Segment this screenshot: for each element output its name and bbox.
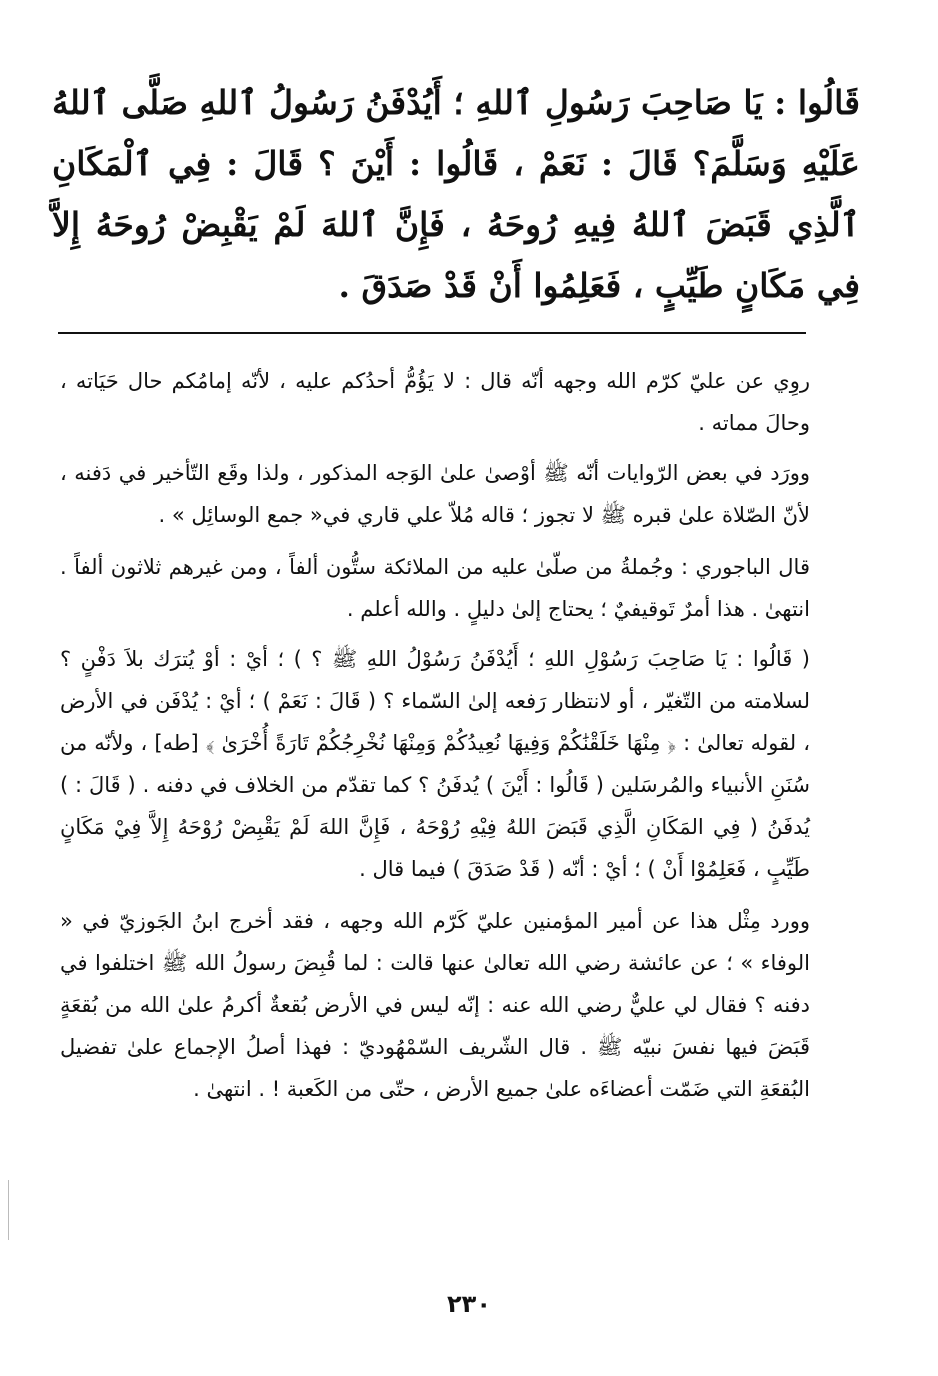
main-paragraph: قَالُوا : يَا صَاحِبَ رَسُولِ ٱللهِ ؛ أَيُدْفَنُ رَسُولُ ٱللهِ صَلَّى ٱللهُ عَلَيْهِ وَسَلَّمَ؟ قَالَ : نَعَمْ ، قَالُوا : أَيْنَ ؟ قَالَ : فِي ٱلْمَكَانِ ٱلَّذِي قَبَضَ ٱللهُ فِيهِ رُوحَهُ ، فَإِنَّ ٱللهَ لَمْ يَقْبِضْ رُوحَهُ إِلاَّ فِي مَكَانٍ طَيِّبٍ ، فَعَلِمُوا أَنْ قَدْ صَدَقَ . — [52, 83, 860, 305]
page-number: ٢٣٠ — [447, 1290, 491, 1318]
commentary-paragraph-4: ( قَالُوا : يَا صَاحِبَ رَسُوْلِ اللهِ ؛ أَيُدْفَنُ رَسُوْلُ اللهِ ﷺ ؟ ) ؛ أيْ : أوْ يُترَك بلاَ دَفْنٍ ؟ لسلامته من التّغيّر ، أو لانتظار رَفعه إلىٰ السّماء ؟ ( قَالَ : نَعَمْ ) ؛ أيْ : يُدْفَن في الأرض ، لقوله تعالىٰ : ﴿ مِنْهَا خَلَقْنَٰكُمْ وَفِيهَا نُعِيدُكُمْ وَمِنْهَا نُخْرِجُكُمْ تَارَةً أُخْرَىٰ ﴾ [طه] ، ولأنّه من سُنَنِ الأنبياء والمُرسَلين ( قَالُوا : أَيْنَ ) يُدفَنُ ؟ كما تقدّم من الخلاف في دفنه . ( قَالَ : ) يُدفَنُ ( فِي المَكَانِ الَّذِي قَبَضَ اللهُ فِيْهِ رُوْحَهُ ، فَإِنَّ اللهَ لَمْ يَقْبِضْ رُوْحَهُ إِلاَّ فِيْ مَكَانٍ طَيِّبٍ ، فَعَلِمُوْا أَنْ ) ؛ أيْ : أنّه ( قَدْ صَدَقَ ) فيما قال . — [60, 647, 810, 881]
commentary-paragraph-1: روِي عن عليّ كرّم الله وجهه أنّه قال : لا يَؤُمُّ أحدُكم عليه ، لأنّه إمامُكم حال حَيَاته ، وحالَ مماته . — [60, 369, 810, 435]
commentary-paragraph-5: وورد مِثْل هذا عن أمير المؤمنين عليّ كَرّم الله وجهه ، فقد أخرج ابنُ الجَوزيّ في « الوفاء » ؛ عن عائشة رضي الله تعالىٰ عنها قالت : لما قُبِضَ رسولُ الله ﷺ اختلفوا في دفنه ؟ فقال لي عليٌّ رضي الله عنه : إنّه ليس في الأرض بُقعةٌ أكرمُ علىٰ الله من بُقعَةٍ قَبَضَ فيها نفسَ نبيّه ﷺ . قال الشّريف السّمْهُوديّ : فهذا أصلُ الإجماع علىٰ تفضيل البُقعَةِ التي ضَمّت أعضاءَه علىٰ جميع الأرض ، حتّى من الكَعبة ! . انتهىٰ . — [60, 909, 810, 1101]
commentary-block — [60, 360, 810, 1120]
footnote-separator-line — [58, 332, 806, 334]
commentary-paragraph-2: وورَد في بعض الرّوايات أنّه ﷺ أوْصىٰ علىٰ الوَجه المذكور ، ولذا وقَع التّأخير في دَفنه ، لأنّ الصّلاة علىٰ قبره ﷺ لا تجوز ؛ قاله مُلاّ علي قاري في« جمع الوسائِل » . — [60, 461, 810, 527]
scan-margin-mark — [8, 1180, 9, 1240]
main-hadith-text — [52, 72, 860, 316]
commentary-paragraph-3: قال الباجوري : وجُملةُ من صلّىٰ عليه من الملائكة ستُّون ألفاً ، ومن غيرهم ثلاثون ألفاً . انتهىٰ . هذا أمرٌ تَوقيفيٌ ؛ يحتاج إلىٰ دليلٍ . والله أعلم . — [60, 555, 810, 621]
